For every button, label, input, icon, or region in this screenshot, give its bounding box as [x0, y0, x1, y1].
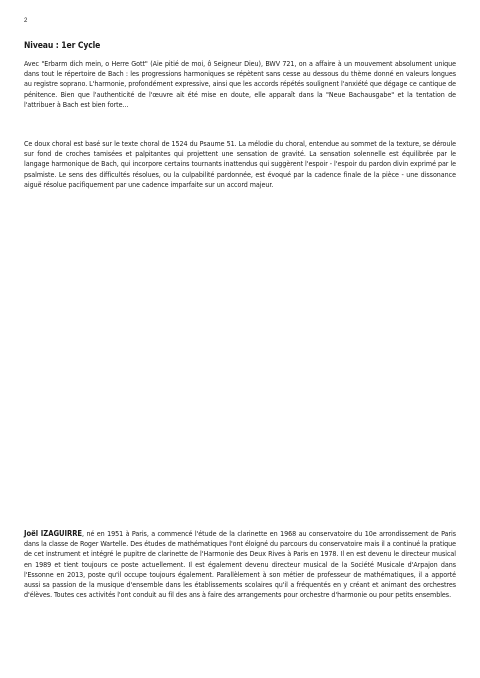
level-heading: Niveau : 1er Cycle: [24, 41, 101, 51]
author-biography-text: , né en 1951 à Paris, a commencé l'étude de la clarinette en 1968 au conservatoire du 10e arrondissement de Paris dans la classe de Roger Wartelle. Des études de mathématiques l'ont éloigné du parcours du conservatoire mais il a continué la pratique de cet instrument et intégré le pupitre de clarinette de l'Harmonie des Deux Rives à Paris en 1978. Il en est devenu le directeur musical en 1989 et tient toujours ce poste actuellement. Il est également devenu directeur musical de la Société Musicale d'Arpajon dans l'Essonne en 2013, poste qu'il occupe toujours également. Parallèlement à son métier de professeur de mathématiques, il a apporté aussi sa passion de la musique d'ensemble dans les établissements scolaires qu'il a fréquentés en y créant et animant des orchestres d'élèves. Toutes ces activités l'ont conduit au fil des ans à faire des arrangements pour orchestre d'harmonie ou pour petits ensembles.: [24, 529, 456, 600]
page-number: 2: [24, 18, 28, 24]
author-biography: [24, 529, 456, 600]
description-paragraph-2: Ce doux choral est basé sur le texte choral de 1524 du Psaume 51. La mélodie du choral, entendue au sommet de la texture, se déroule sur fond de croches tamisées et palpitantes qui projettent une sensation de gravité. La sensation solennelle est équilibrée par le langage harmonique de Bach, qui incorpore certains tournants inattendus qui suggèrent l'espoir - l'espoir du pardon divin exprimé par le psalmiste. Le sens des difficultés résolues, ou la culpabilité pardonnée, est évoqué par la cadence finale de la pièce - une dissonance aiguë résolue pacifiquement par une cadence imparfaite sur un accord majeur.: [24, 139, 456, 189]
description-paragraph-1: Avec "Erbarm dich mein, o Herre Gott" (Aie pitié de moi, ô Seigneur Dieu), BWV 721, on a affaire à un mouvement absolument unique dans tout le répertoire de Bach : les progressions harmoniques se répètent sans cesse au dessous du thème donné en valeurs longues au registre soprano. L'harmonie, profondément expressive, ainsi que les accords répétés soulignent l'anxiété que dégage ce cantique de pénitence. Bien que l'authenticité de l'œuvre ait été mise en doute, elle apparaît dans la "Neue Bachausgabe" et la tentation de l'attribuer à Bach est bien forte...: [24, 59, 456, 109]
author-name: Joël IZAGUIRRE: [24, 529, 83, 538]
